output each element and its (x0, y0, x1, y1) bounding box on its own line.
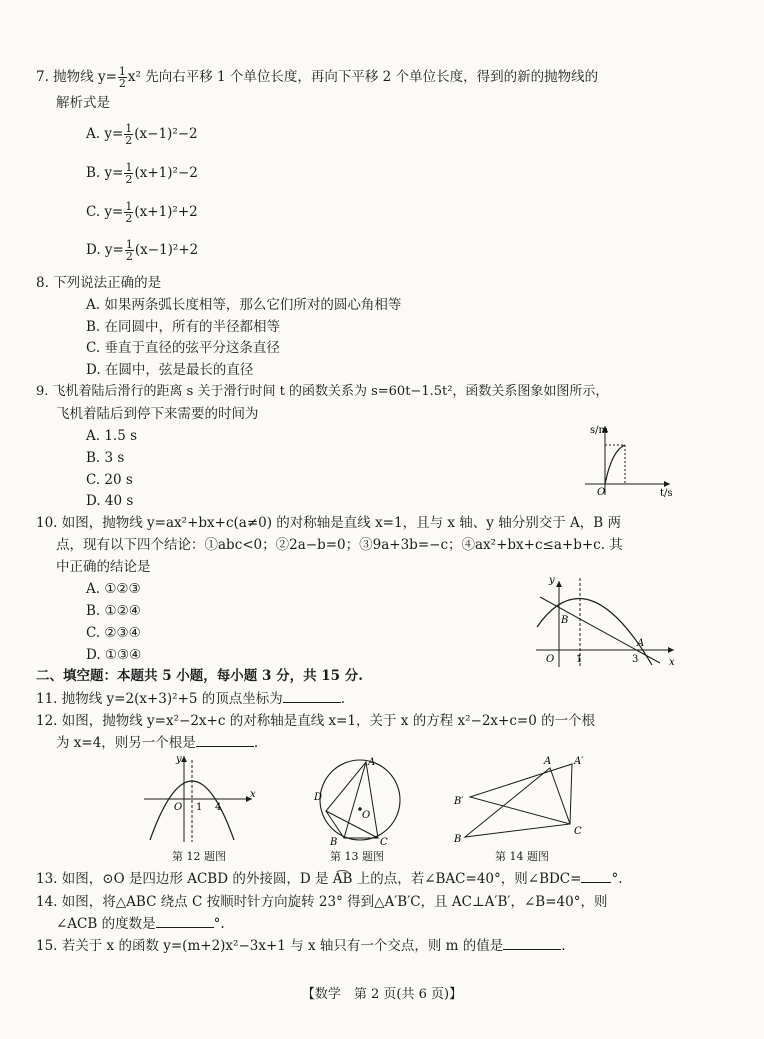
option-rest: (x−1)²−2 (134, 126, 198, 142)
q10-point-b: B (561, 615, 569, 626)
q8-option-d[interactable]: D. 在圆中，弦是最长的直径 (86, 362, 254, 378)
frac-denominator: 2 (125, 173, 133, 186)
q8-option-b[interactable]: B. 在同圆中，所有的半径都相等 (86, 319, 281, 335)
figure-13-caption: 第 13 题图 (330, 850, 384, 863)
option-label: A. y= (86, 126, 124, 142)
option-label: B. y= (86, 165, 124, 181)
q7-stem-pre: 7. 抛物线 y= (36, 69, 117, 85)
frac-numerator: 1 (125, 200, 133, 213)
q10-y-label: y (549, 575, 555, 586)
fig13-center-o: O (362, 810, 371, 821)
fig12-tick-4: 4 (215, 802, 222, 813)
q9-xlabel: t/s (660, 488, 673, 499)
q13-period: °. (611, 871, 623, 887)
frac-numerator: 1 (118, 65, 126, 78)
q13 (36, 870, 623, 888)
q13-text: 13. 如图，⊙O 是四边形 ACBD 的外接圆，D 是 A͡B 上的点，若∠BAC=40°，则∠BDC= (36, 871, 582, 887)
frac-denominator: 2 (125, 134, 133, 147)
q14-period: °. (213, 916, 225, 932)
fig13-point-a: A (368, 757, 376, 768)
option-fraction (124, 162, 133, 185)
section-heading-fill-in: 二、填空题：本题共 5 小题，每小题 3 分，共 15 分. (36, 668, 363, 684)
q9-option-b[interactable]: B. 3 s (86, 450, 125, 466)
q14-answer-blank[interactable] (156, 915, 214, 928)
frac-denominator: 2 (125, 250, 133, 263)
q10-x-label: x (669, 657, 675, 668)
q12-line1: 12. 如图，抛物线 y=x²−2x+c 的对称轴是直线 x=1，关于 x 的方程 x²−2x+c=0 的一个根 (36, 713, 596, 729)
fig12-y-label: y (176, 754, 182, 765)
q12-line2 (56, 734, 258, 752)
q12-period: . (253, 735, 259, 751)
q10-option-b[interactable]: B. ①②④ (86, 603, 141, 619)
page-footer: 【数学 第 2 页(共 6 页)】 (301, 987, 463, 1002)
q14-line1: 14. 如图，将△ABC 绕点 C 按顺时针方向旋转 23° 得到△A′B′C，且 AC⊥A′B′，∠B=40°，则 (36, 894, 608, 910)
q14-line2 (56, 915, 225, 933)
fig12-origin: O (174, 802, 183, 813)
q10-graph (532, 575, 680, 670)
option-fraction (124, 201, 133, 224)
option-fraction (124, 123, 133, 146)
q10-stem-line1: 10. 如图，抛物线 y=ax²+bx+c(a≠0) 的对称轴是直线 x=1，且与 x 轴、y 轴分别交于 A，B 两 (36, 515, 621, 531)
fig13-point-c: C (380, 837, 388, 846)
q10-stem-line2: 点，现有以下四个结论：①abc<0；②2a−b=0；③9a+3b=−c；④ax²+bx+c≤a+b+c. 其 (56, 537, 623, 553)
q7-option-d[interactable] (86, 239, 198, 262)
q9-option-c[interactable]: C. 20 s (86, 472, 133, 488)
q11-text: 11. 抛物线 y=2(x+3)²+5 的顶点坐标为 (36, 691, 283, 707)
figure-14-caption: 第 14 题图 (495, 850, 549, 863)
fig14-point-c: C (574, 826, 582, 837)
frac-denominator: 2 (125, 212, 133, 225)
q7-fraction (118, 66, 127, 89)
q9-option-d[interactable]: D. 40 s (86, 493, 134, 509)
option-rest: (x−1)²+2 (134, 242, 199, 258)
q13-answer-blank[interactable] (581, 870, 611, 883)
q8-option-a[interactable]: A. 如果两条弧长度相等，那么它们所对的圆心角相等 (86, 297, 402, 313)
frac-denominator: 2 (118, 77, 126, 90)
frac-numerator: 1 (125, 161, 133, 174)
q11-answer-blank[interactable] (283, 690, 341, 703)
q15 (36, 937, 566, 955)
q10-origin: O (546, 654, 555, 665)
figure-14 (450, 752, 600, 844)
q15-period: . (561, 938, 566, 954)
fig13-point-d: D (314, 792, 323, 803)
figure-13 (310, 754, 410, 846)
q7-stem-line1 (36, 66, 598, 89)
q7-stem-post: x² 先向右平移 1 个单位长度，再向下平移 2 个单位长度，得到的新的抛物线的 (127, 69, 599, 85)
q10-tick-1: 1 (576, 654, 583, 665)
q12-text: 为 x=4，则另一个根是 (56, 735, 196, 751)
q10-stem-line3: 中正确的结论是 (56, 559, 151, 575)
q9-stem-line2: 飞机着陆后到停下来需要的时间为 (56, 406, 259, 422)
q9-origin: O (597, 487, 606, 498)
figure-12-caption: 第 12 题图 (172, 850, 226, 863)
option-rest: (x+1)²+2 (134, 204, 198, 220)
q10-option-a[interactable]: A. ①②③ (86, 581, 141, 597)
fig14-point-b: B (454, 834, 462, 844)
q10-tick-3: 3 (632, 654, 639, 665)
q10-option-c[interactable]: C. ②③④ (86, 625, 141, 641)
fig12-tick-1: 1 (196, 802, 203, 813)
figure-12 (140, 752, 260, 844)
q12-answer-blank[interactable] (196, 734, 254, 747)
q7-option-a[interactable] (86, 123, 198, 146)
fig14-point-a-prime: A′ (574, 756, 584, 767)
q7-stem-line2: 解析式是 (56, 95, 110, 111)
q8-stem: 8. 下列说法正确的是 (36, 275, 162, 291)
option-fraction (125, 239, 134, 262)
q10-point-a: A (637, 638, 645, 649)
option-rest: (x+1)²−2 (134, 165, 198, 181)
fig14-point-b-prime: B′ (454, 796, 464, 807)
q10-option-d[interactable]: D. ①③④ (86, 647, 142, 663)
option-label: D. y= (86, 242, 124, 258)
q15-text: 15. 若关于 x 的函数 y=(m+2)x²−3x+1 与 x 轴只有一个交点，则 m 的值是 (36, 938, 504, 954)
frac-numerator: 1 (125, 122, 133, 135)
q9-option-a[interactable]: A. 1.5 s (86, 428, 138, 444)
option-label: C. y= (86, 204, 124, 220)
q11-period: . (340, 691, 346, 707)
q14-text: ∠ACB 的度数是 (56, 916, 156, 932)
q8-option-c[interactable]: C. 垂直于直径的弦平分这条直径 (86, 340, 280, 356)
fig12-x-label: x (250, 789, 256, 800)
fig13-point-b: B (330, 837, 338, 846)
q15-answer-blank[interactable] (503, 937, 561, 950)
q9-stem-line1: 9. 飞机着陆后滑行的距离 s 关于滑行时间 t 的函数关系为 s=60t−1.5t²，函数关系图象如图所示， (36, 384, 609, 399)
q7-option-c[interactable] (86, 201, 198, 224)
fig14-point-a: A (544, 756, 552, 767)
q9-graph (580, 420, 680, 500)
frac-numerator: 1 (125, 238, 133, 251)
q7-option-b[interactable] (86, 162, 198, 185)
q9-ylabel: s/m (590, 425, 608, 436)
q11 (36, 690, 345, 708)
